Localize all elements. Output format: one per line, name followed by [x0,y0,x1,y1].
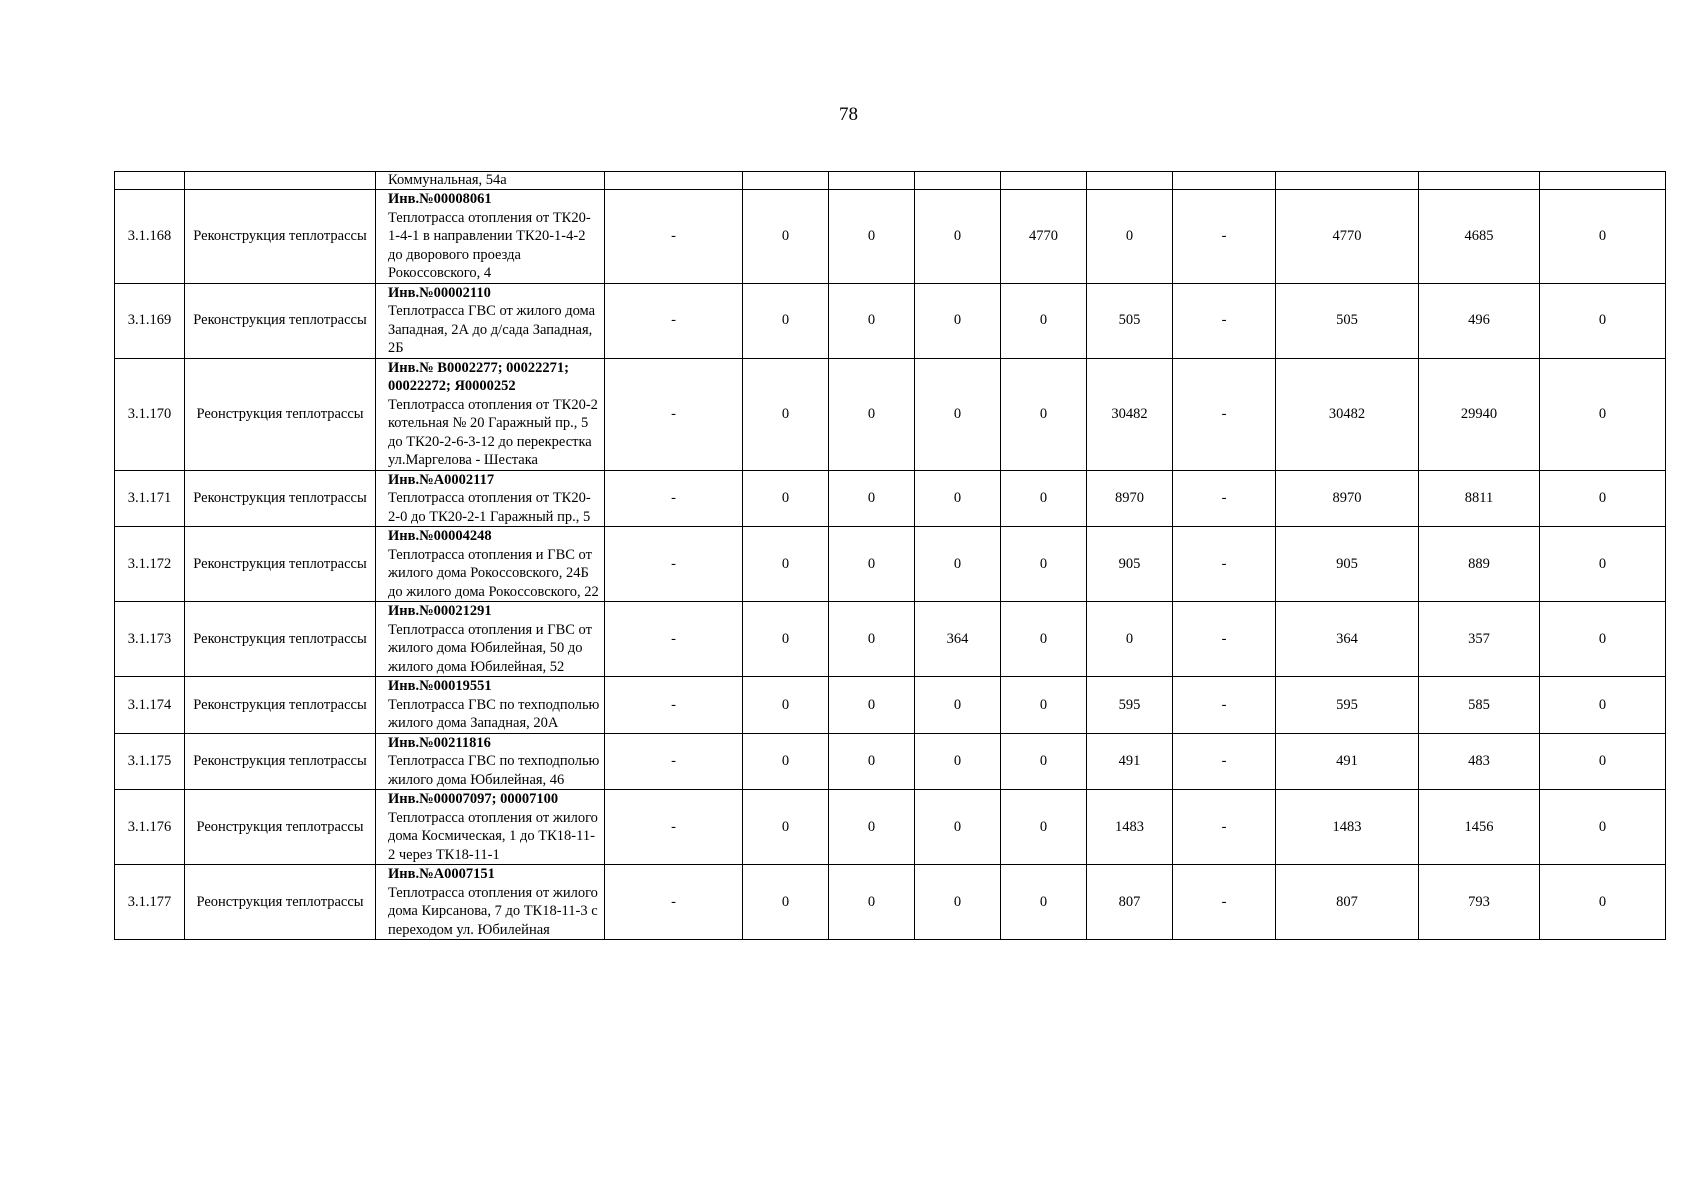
inventory-number: Инв.№ В0002277; 00022271; 00022272; Я0000252 [388,359,569,394]
table-row [115,470,1666,527]
cell-work [185,172,376,190]
cell-col9: 889 [1419,527,1540,602]
cell-col4: 0 [915,527,1001,602]
description-text: Теплотрасса ГВС по техподполью жилого дома Юбилейная, 46 [388,753,600,788]
table-row [115,602,1666,677]
table-row [115,190,1666,284]
cell-work: Реонструкция теплотрассы [185,790,376,865]
cell-col6: 0 [1087,190,1173,284]
cell-col10: 0 [1540,358,1666,470]
description-text: Теплотрасса ГВС по техподполью жилого дома Западная, 20А [388,696,600,731]
cell-col8: 505 [1276,283,1419,358]
cell-col9: 4685 [1419,190,1540,284]
cell-col3: 0 [829,527,915,602]
table-row [115,790,1666,865]
cell-description [376,602,605,677]
cell-col10: 0 [1540,677,1666,734]
cell-work: Реконструкция теплотрассы [185,283,376,358]
cell-col1: - [605,190,743,284]
inventory-number: Инв.№00019551 [388,678,492,694]
cell-description [376,283,605,358]
cell-col9: 8811 [1419,470,1540,527]
inventory-number: Инв.№00002110 [388,284,491,301]
cell-work: Реконструкция теплотрассы [185,677,376,734]
cell-col9: 483 [1419,733,1540,790]
cell-num: 3.1.174 [115,677,185,734]
description-text: Теплотрасса отопления от ТК20-2-0 до ТК20-2-1 Гаражный пр., 5 [388,490,591,525]
cell-col5: 0 [1001,865,1087,940]
cell-col2: 0 [743,865,829,940]
cell-col5: 0 [1001,602,1087,677]
cell-col9: 496 [1419,283,1540,358]
cell-col5: 0 [1001,358,1087,470]
cell-col6: 0 [1087,602,1173,677]
cell-col2: 0 [743,602,829,677]
cell-description [376,190,605,284]
cell-col4: 0 [915,283,1001,358]
cell-work: Реонструкция теплотрассы [185,358,376,470]
inventory-number: Инв.№00021291 [388,603,492,619]
cell-num: 3.1.177 [115,865,185,940]
cell-col3: 0 [829,733,915,790]
cell-col5: 0 [1001,677,1087,734]
description-text: Теплотрасса отопления от ТК20-1-4-1 в направлении ТК20-1-4-2 до дворового проезда Рокоссовского, 4 [388,209,591,281]
inventory-number: Инв.№00211816 [388,734,491,751]
cell-description [376,790,605,865]
page-number: 78 [839,104,858,125]
inventory-number: Инв.№00007097; 00007100 [388,791,559,807]
cell-num: 3.1.172 [115,527,185,602]
cell-work: Реконструкция теплотрассы [185,470,376,527]
description-text: Теплотрасса отопления и ГВС от жилого дома Юбилейная, 50 до жилого дома Юбилейная, 52 [388,621,592,675]
description-text: Теплотрасса отопления от ТК20-2 котельная № 20 Гаражный пр., 5 до ТК20-2-6-3-12 до перекрестка ул.Маргелова - Шестака [388,396,598,468]
inventory-number: Инв.№А0002117 [388,471,495,488]
cell-num: 3.1.173 [115,602,185,677]
table-row [115,358,1666,470]
cell-num: 3.1.170 [115,358,185,470]
cell-col3: 0 [829,283,915,358]
cell-col8: 905 [1276,527,1419,602]
cell-col4: 0 [915,358,1001,470]
cell-col4: 0 [915,790,1001,865]
cell-col5: 0 [1001,790,1087,865]
cell-col8: 8970 [1276,470,1419,527]
table-row [115,733,1666,790]
cell-col4: 0 [915,865,1001,940]
cell-work: Реконструкция теплотрассы [185,733,376,790]
cell-col1: - [605,470,743,527]
table-row [115,677,1666,734]
cell-col9: 1456 [1419,790,1540,865]
cell-col10: 0 [1540,283,1666,358]
cell-num: 3.1.175 [115,733,185,790]
cell-col5: 0 [1001,470,1087,527]
cell-col4: 0 [915,470,1001,527]
cell-col3: 0 [829,190,915,284]
continuation-row [115,172,1666,190]
table-row [115,283,1666,358]
cell-col3: 0 [829,470,915,527]
cell-num: 3.1.168 [115,190,185,284]
cell-col2: 0 [743,190,829,284]
cell-col4: 0 [915,733,1001,790]
cell-col3: 0 [829,358,915,470]
cell-col10: 0 [1540,790,1666,865]
cell-col1: - [605,602,743,677]
cell-col6: 807 [1087,865,1173,940]
cell-col3: 0 [829,677,915,734]
cell-col1: - [605,865,743,940]
cell-col3: 0 [829,790,915,865]
cell-col2: 0 [743,527,829,602]
description-text: Теплотрасса ГВС от жилого дома Западная, 2А до д/сада Западная, 2Б [388,303,596,356]
cell-col10: 0 [1540,527,1666,602]
cell-col7: - [1173,602,1276,677]
cell-col8: 1483 [1276,790,1419,865]
cell-col7: - [1173,733,1276,790]
cell-col1: - [605,283,743,358]
cell-num [115,172,185,190]
cell-num: 3.1.171 [115,470,185,527]
cell-col4: 364 [915,602,1001,677]
cell-col7: - [1173,283,1276,358]
cell-col3: 0 [829,865,915,940]
cell-col8: 30482 [1276,358,1419,470]
description-text: Теплотрасса отопления и ГВС от жилого дома Рокоссовского, 24Б до жилого дома Рокоссовского, 22 [388,546,599,600]
cell-col1: - [605,527,743,602]
cell-description: Коммунальная, 54а [376,172,605,190]
cell-col10: 0 [1540,190,1666,284]
cell-work: Реконструкция теплотрассы [185,527,376,602]
cell-work: Реконструкция теплотрассы [185,190,376,284]
cell-col1: - [605,733,743,790]
cell-col7: - [1173,865,1276,940]
cell-col6: 505 [1087,283,1173,358]
cell-work: Реонструкция теплотрассы [185,865,376,940]
description-text: Теплотрасса отопления от жилого дома Кирсанова, 7 до ТК18-11-3 с переходом ул. Юбилейная [388,884,598,938]
cell-col9: 29940 [1419,358,1540,470]
cell-num: 3.1.176 [115,790,185,865]
cell-col5: 0 [1001,733,1087,790]
cell-col8: 491 [1276,733,1419,790]
cell-col10: 0 [1540,733,1666,790]
cell-col4: 0 [915,677,1001,734]
cell-col5: 0 [1001,283,1087,358]
cell-col8: 595 [1276,677,1419,734]
cell-col7: - [1173,470,1276,527]
cell-description [376,527,605,602]
cell-col2: 0 [743,470,829,527]
cell-description [376,470,605,527]
cell-col9: 357 [1419,602,1540,677]
investment-table [114,171,1666,940]
cell-col2: 0 [743,677,829,734]
cell-col10: 0 [1540,602,1666,677]
cell-col4: 0 [915,190,1001,284]
cell-description [376,677,605,734]
cell-col10: 0 [1540,865,1666,940]
cell-col10: 0 [1540,470,1666,527]
cell-col2: 0 [743,790,829,865]
cell-col6: 1483 [1087,790,1173,865]
cell-col7: - [1173,677,1276,734]
cell-col7: - [1173,190,1276,284]
cell-description [376,733,605,790]
cell-col5: 4770 [1001,190,1087,284]
cell-col6: 595 [1087,677,1173,734]
cell-col2: 0 [743,358,829,470]
cell-col5: 0 [1001,527,1087,602]
cell-col8: 807 [1276,865,1419,940]
cell-col6: 8970 [1087,470,1173,527]
table-row [115,865,1666,940]
cell-description [376,358,605,470]
cell-col7: - [1173,527,1276,602]
cell-description [376,865,605,940]
cell-col1: - [605,677,743,734]
cell-col7: - [1173,358,1276,470]
cell-col8: 4770 [1276,190,1419,284]
cell-col6: 30482 [1087,358,1173,470]
cell-num: 3.1.169 [115,283,185,358]
cell-col3: 0 [829,602,915,677]
cell-col6: 491 [1087,733,1173,790]
table-row [115,527,1666,602]
cell-col9: 585 [1419,677,1540,734]
cell-col8: 364 [1276,602,1419,677]
description-text: Теплотрасса отопления от жилого дома Космическая, 1 до ТК18-11-2 через ТК18-11-1 [388,809,598,863]
cell-col9: 793 [1419,865,1540,940]
cell-col2: 0 [743,283,829,358]
inventory-number: Инв.№00004248 [388,528,492,544]
inventory-number: Инв.№00008061 [388,191,492,207]
cell-col1: - [605,790,743,865]
cell-col6: 905 [1087,527,1173,602]
inventory-number: Инв.№А0007151 [388,866,495,882]
cell-col2: 0 [743,733,829,790]
cell-work: Реконструкция теплотрассы [185,602,376,677]
cell-col1: - [605,358,743,470]
cell-col7: - [1173,790,1276,865]
